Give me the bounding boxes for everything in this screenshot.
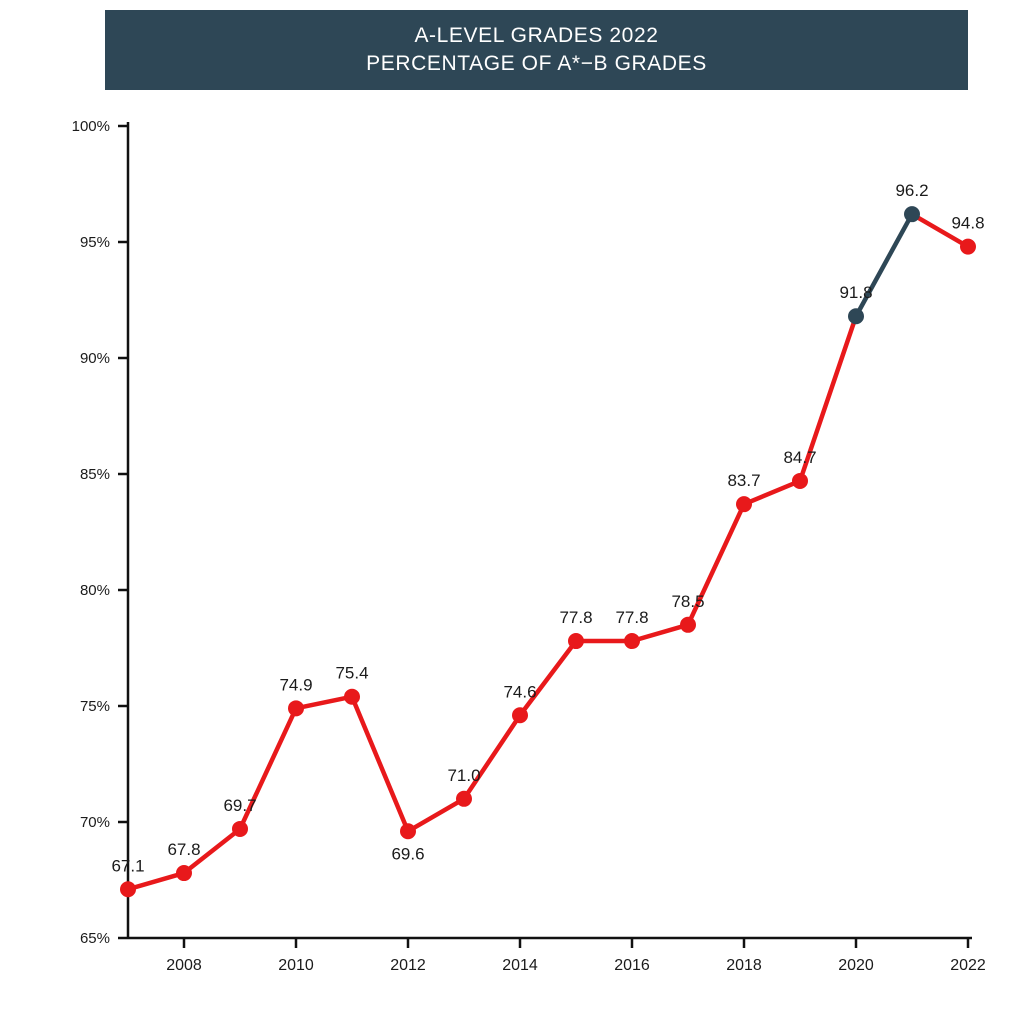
- y-axis-tick-label: 100%: [71, 118, 110, 135]
- x-axis-tick-label: 2016: [614, 957, 650, 974]
- data-point-marker: [177, 866, 192, 881]
- x-axis-tick-label: 2012: [390, 957, 426, 974]
- data-point-marker: [121, 882, 136, 897]
- data-point-marker: [681, 617, 696, 632]
- chart-title-line-1: A-LEVEL GRADES 2022: [414, 23, 659, 47]
- x-axis-tick-label: 2022: [950, 957, 986, 974]
- y-axis-tick-label: 75%: [79, 698, 110, 715]
- data-point-marker: [905, 207, 920, 222]
- y-axis-tick-label: 80%: [79, 582, 110, 599]
- y-axis-tick-label: 70%: [79, 814, 110, 831]
- data-point-label: 67.8: [167, 840, 201, 860]
- data-point-label: 71.0: [447, 765, 481, 785]
- data-point-label: 84.7: [783, 447, 817, 467]
- data-point-marker: [233, 821, 248, 836]
- data-point-label: 83.7: [727, 471, 761, 491]
- chart-title-line-2: PERCENTAGE OF A*−B GRADES: [366, 52, 707, 75]
- data-point-marker: [513, 708, 528, 723]
- data-point-marker: [569, 634, 584, 649]
- data-point-marker: [793, 473, 808, 488]
- y-axis-tick-label: 90%: [79, 350, 110, 367]
- data-point-label: 77.8: [559, 608, 593, 628]
- data-point-marker: [625, 634, 640, 649]
- data-point-label: 77.8: [615, 608, 649, 628]
- data-point-label: 74.9: [279, 675, 313, 695]
- y-axis-tick-label: 85%: [79, 466, 110, 483]
- y-axis-tick-label: 65%: [79, 930, 110, 947]
- y-axis: [72, 118, 128, 947]
- data-point-marker: [961, 239, 976, 254]
- data-point-label: 67.1: [111, 856, 145, 876]
- data-point-marker: [457, 791, 472, 806]
- x-axis: [128, 938, 986, 974]
- data-point-label: 74.6: [503, 682, 537, 702]
- x-axis-tick-label: 2018: [726, 957, 762, 974]
- data-point-label: 69.6: [391, 844, 425, 864]
- x-axis-tick-label: 2010: [278, 957, 314, 974]
- data-point-labels: [111, 181, 984, 875]
- data-point-label: 78.5: [671, 591, 705, 611]
- data-point-label: 96.2: [895, 181, 929, 201]
- data-point-markers: [121, 207, 976, 897]
- data-point-marker: [737, 497, 752, 512]
- data-point-marker: [345, 689, 360, 704]
- data-series-group: [128, 214, 968, 889]
- x-axis-tick-label: 2020: [838, 957, 874, 974]
- data-point-label: 75.4: [335, 663, 369, 683]
- data-point-marker: [401, 824, 416, 839]
- x-axis-tick-label: 2008: [166, 957, 202, 974]
- x-axis-tick-label: 2014: [502, 957, 538, 974]
- data-point-label: 94.8: [951, 213, 985, 233]
- data-point-marker: [849, 309, 864, 324]
- y-axis-tick-label: 95%: [79, 234, 110, 251]
- data-point-label: 69.7: [223, 795, 257, 815]
- data-point-marker: [289, 701, 304, 716]
- data-point-label: 91.8: [839, 283, 873, 303]
